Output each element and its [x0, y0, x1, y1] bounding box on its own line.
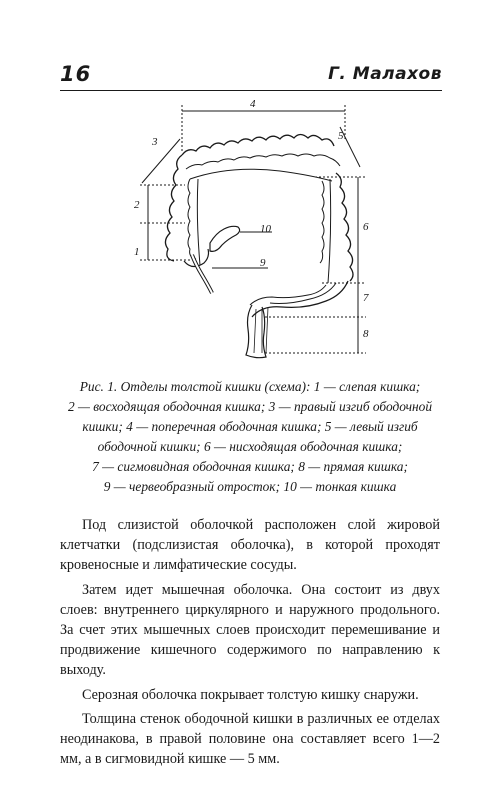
- label-6: 6: [363, 221, 369, 233]
- header-rule: [60, 90, 442, 91]
- caption-line: кишки; 4 — поперечная ободочная кишка; 5 — левый изгиб: [82, 419, 418, 434]
- paragraph: Толщина стенок ободочной кишки в различных ее отделах неодинакова, в правой половине она составляет всего 1—2 мм, а в сигмовидной кишке — 5 мм.: [60, 710, 440, 768]
- caption-line: Рис. 1. Отделы толстой кишки (схема): 1 — слепая кишка;: [79, 379, 421, 394]
- label-1: 1: [134, 246, 140, 258]
- label-2: 2: [134, 199, 140, 211]
- paragraph: Под слизистой оболочкой расположен слой жировой клетчатки (подслизистая оболочка), в которой проходят кровеносные и лимфатические сосуды.: [60, 517, 440, 574]
- figure-caption: [60, 377, 440, 497]
- paragraph: Затем идет мышечная оболочка. Она состоит из двух слоев: внутреннего циркулярного и наружного продольного. За счет этих мышечных слоев происходит перемешивание и продвижение кишечного содержимого по направлению к выходу.: [60, 581, 440, 679]
- caption-line: 9 — червеобразный отросток; 10 — тонкая кишка: [103, 479, 397, 494]
- caption-line: 2 — восходящая ободочная кишка; 3 — правый изгиб ободочной: [67, 399, 433, 414]
- label-9: 9: [260, 257, 266, 269]
- running-header: [60, 62, 442, 88]
- colon-diagram: [90, 95, 420, 375]
- label-8: 8: [363, 328, 369, 340]
- body-text: [60, 515, 440, 769]
- author-name: Г. Малахов: [328, 64, 442, 84]
- label-3: 3: [152, 136, 158, 148]
- caption-line: 7 — сигмовидная ободочная кишка; 8 — прямая кишка;: [92, 459, 408, 474]
- paragraph: Серозная оболочка покрывает толстую кишку снаружи.: [82, 686, 419, 703]
- label-7: 7: [363, 292, 369, 304]
- label-10: 10: [260, 223, 271, 235]
- page-number: 16: [60, 62, 92, 86]
- caption-line: ободочной кишки; 6 — нисходящая ободочная кишка;: [97, 439, 403, 454]
- label-4: 4: [250, 98, 256, 110]
- label-5: 5: [338, 130, 344, 142]
